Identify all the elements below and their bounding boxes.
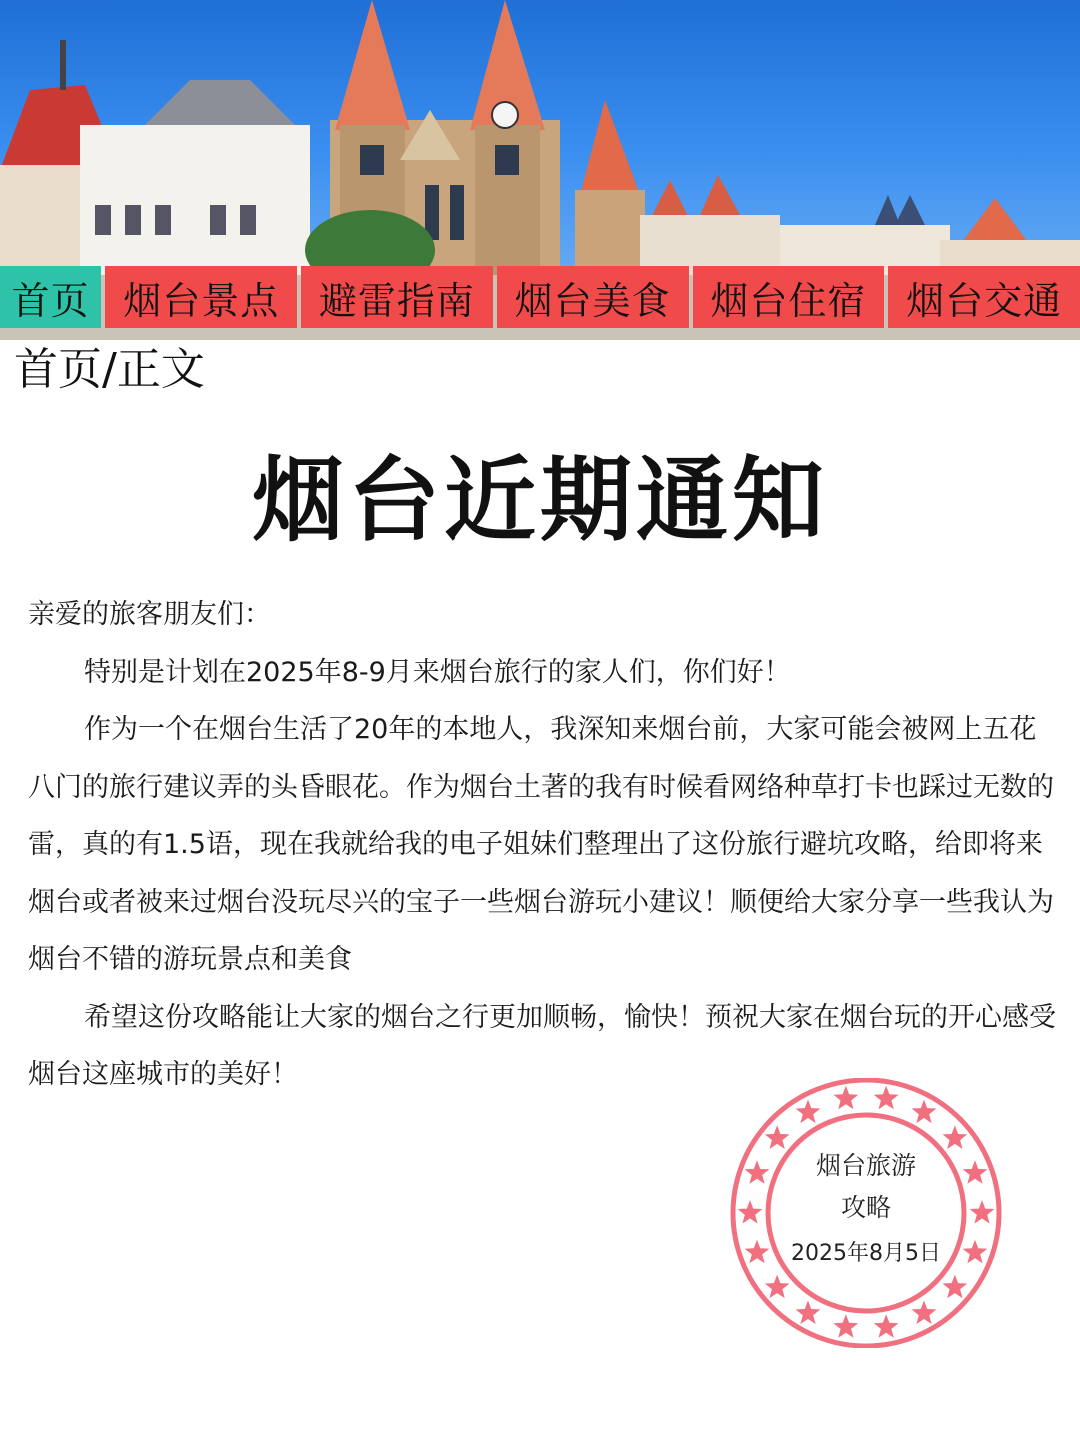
star-icon [912, 1100, 937, 1124]
star-icon [943, 1275, 968, 1299]
nav-pitfall-guide[interactable]: 避雷指南 [301, 266, 493, 328]
nav-attractions[interactable]: 烟台景点 [105, 266, 297, 328]
stamp-line2: 攻略 [840, 1193, 891, 1222]
star-icon [874, 1086, 899, 1110]
nav-home[interactable]: 首页 [0, 266, 101, 328]
greeting-text: 亲爱的旅客朋友们： [28, 599, 271, 630]
star-icon [874, 1314, 899, 1338]
breadcrumb[interactable]: 首页/正文 [14, 344, 205, 395]
stamp-date: 2025年8月5日 [791, 1241, 941, 1266]
nav-accommodation[interactable]: 烟台住宿 [693, 266, 885, 328]
paragraph: 特别是计划在2025年8-9月来烟台旅行的家人们，你们好！ [84, 656, 791, 688]
star-icon [765, 1275, 790, 1299]
paragraph: 希望这份攻略能让大家的烟台之行更加顺畅，愉快！预祝大家在烟台玩的开心感受烟台这座城市的美好！ [28, 1001, 1056, 1090]
page-title: 烟台近期通知 [251, 447, 828, 554]
star-icon [796, 1301, 821, 1325]
top-nav [0, 266, 1080, 328]
star-icon [834, 1314, 859, 1338]
stamp-line1: 烟台旅游 [815, 1151, 916, 1180]
star-icon [912, 1301, 937, 1325]
nav-transportation[interactable]: 烟台交通 [888, 266, 1080, 328]
star-icon [796, 1100, 821, 1124]
paragraph: 作为一个在烟台生活了20年的本地人，我深知来烟台前，大家可能会被网上五花八门的旅行建议弄的头昏眼花。作为烟台土著的我有时候看网络种草打卡也踩过无数的雷，真的有1.5语，现在我就给我的电子姐妹们整理出了这份旅行避坑攻略，给即将来烟台或者被来过烟台没玩尽兴的宝子一些烟台游玩小建议！顺便给大家分享一些我认为烟台不错的游玩景点和美食 [28, 714, 1054, 975]
star-icon [834, 1086, 859, 1110]
stamp-seal [726, 1078, 1006, 1348]
article-body [28, 586, 1058, 1104]
nav-food[interactable]: 烟台美食 [497, 266, 689, 328]
